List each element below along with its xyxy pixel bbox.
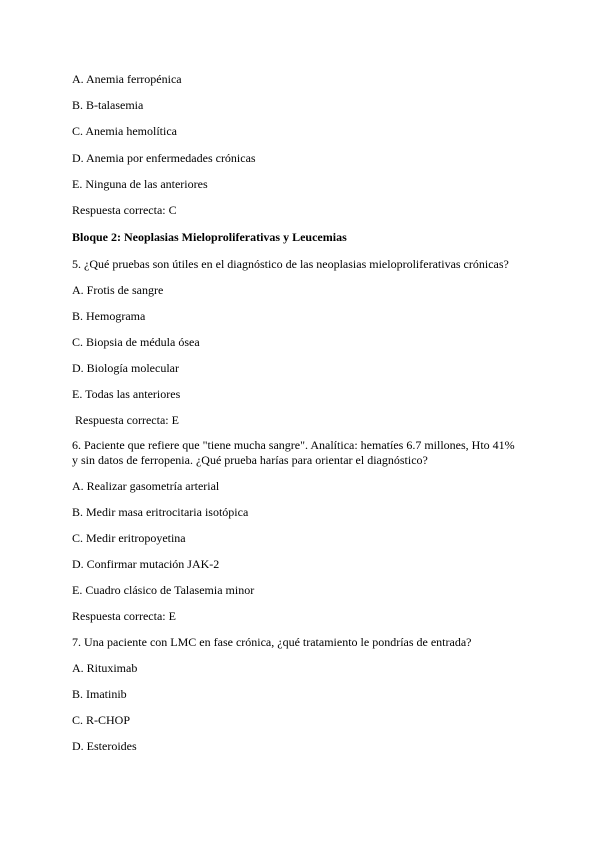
q5-option-c: C. Biopsia de médula ósea <box>72 335 200 349</box>
q6-question-line2: y sin datos de ferropenia. ¿Qué prueba harías para orientar el diagnóstico? <box>72 453 428 467</box>
block2-title: Bloque 2: Neoplasias Mieloproliferativas y Leucemias <box>72 230 347 244</box>
q4-option-e: E. Ninguna de las anteriores <box>72 177 208 191</box>
q6-option-e: E. Cuadro clásico de Talasemia minor <box>72 583 255 597</box>
q5-option-e: E. Todas las anteriores <box>72 387 181 401</box>
q5-question: 5. ¿Qué pruebas son útiles en el diagnóstico de las neoplasias mieloproliferativas crónicas? <box>72 257 509 271</box>
q7-option-b: B. Imatinib <box>72 687 127 701</box>
q4-answer: Respuesta correcta: C <box>72 203 177 217</box>
q7-option-c: C. R-CHOP <box>72 713 131 727</box>
q7-option-d: D. Esteroides <box>72 739 137 753</box>
q6-option-a: A. Realizar gasometría arterial <box>72 479 220 493</box>
q4-option-d: D. Anemia por enfermedades crónicas <box>72 151 256 165</box>
q6-option-b: B. Medir masa eritrocitaria isotópica <box>72 505 249 519</box>
q6-option-d: D. Confirmar mutación JAK-2 <box>72 557 220 571</box>
q5-option-a: A. Frotis de sangre <box>72 283 164 297</box>
q4-option-a: A. Anemia ferropénica <box>72 72 182 86</box>
q6-answer: Respuesta correcta: E <box>72 609 176 623</box>
q5-answer: Respuesta correcta: E <box>75 413 179 427</box>
q6-question-line1: 6. Paciente que refiere que "tiene mucha sangre". Analítica: hematíes 6.7 millones, Hto 41% <box>72 438 515 452</box>
q4-option-c: C. Anemia hemolítica <box>72 124 177 138</box>
q5-option-b: B. Hemograma <box>72 309 146 323</box>
q4-option-b: B. B-talasemia <box>72 98 144 112</box>
q7-option-a: A. Rituximab <box>72 661 138 675</box>
q5-option-d: D. Biología molecular <box>72 361 179 375</box>
q7-question: 7. Una paciente con LMC en fase crónica, ¿qué tratamiento le pondrías de entrada? <box>72 635 472 649</box>
q6-option-c: C. Medir eritropoyetina <box>72 531 186 545</box>
